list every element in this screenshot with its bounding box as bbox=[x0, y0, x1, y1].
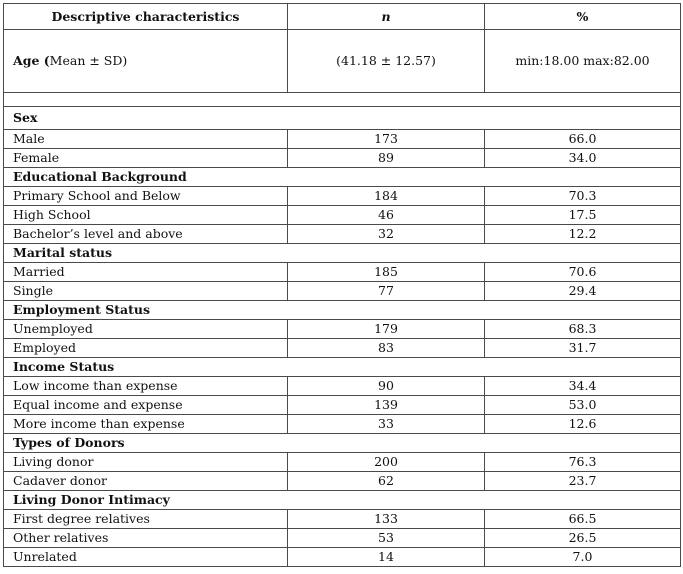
table-row bbox=[4, 548, 681, 567]
row-percent-value: 17.5 bbox=[485, 206, 681, 225]
age-min-max: min:18.00 max:82.00 bbox=[485, 30, 681, 93]
section-title: Employment Status bbox=[4, 301, 681, 320]
row-label: Female bbox=[4, 149, 288, 168]
table-container bbox=[3, 3, 683, 567]
row-label: Cadaver donor bbox=[4, 472, 288, 491]
row-percent-value: 70.6 bbox=[485, 263, 681, 282]
section-title: Marital status bbox=[4, 244, 681, 263]
table-row bbox=[4, 263, 681, 282]
row-label: Other relatives bbox=[4, 529, 288, 548]
header-characteristics: Descriptive characteristics bbox=[4, 4, 288, 30]
row-label: More income than expense bbox=[4, 415, 288, 434]
table-row bbox=[4, 396, 681, 415]
row-n-value: 62 bbox=[288, 472, 485, 491]
table-row bbox=[4, 510, 681, 529]
table-row bbox=[4, 130, 681, 149]
table-row bbox=[4, 339, 681, 358]
age-label bbox=[4, 30, 288, 93]
section-title: Income Status bbox=[4, 358, 681, 377]
row-percent-value: 26.5 bbox=[485, 529, 681, 548]
row-percent-value: 68.3 bbox=[485, 320, 681, 339]
section-title: Sex bbox=[4, 107, 681, 130]
age-mean-sd: (41.18 ± 12.57) bbox=[288, 30, 485, 93]
row-label: Bachelor’s level and above bbox=[4, 225, 288, 244]
spacer-row bbox=[4, 93, 681, 107]
row-label: Employed bbox=[4, 339, 288, 358]
section-title: Types of Donors bbox=[4, 434, 681, 453]
header-n: n bbox=[288, 4, 485, 30]
descriptive-characteristics-table bbox=[3, 3, 681, 567]
section-header-row bbox=[4, 434, 681, 453]
table-row bbox=[4, 282, 681, 301]
row-percent-value: 34.0 bbox=[485, 149, 681, 168]
row-percent-value: 34.4 bbox=[485, 377, 681, 396]
row-percent-value: 29.4 bbox=[485, 282, 681, 301]
section-header-row bbox=[4, 358, 681, 377]
row-label: Equal income and expense bbox=[4, 396, 288, 415]
row-label: Unemployed bbox=[4, 320, 288, 339]
row-n-value: 200 bbox=[288, 453, 485, 472]
age-row bbox=[4, 30, 681, 93]
row-n-value: 179 bbox=[288, 320, 485, 339]
table-row bbox=[4, 149, 681, 168]
row-label: Married bbox=[4, 263, 288, 282]
table-row bbox=[4, 187, 681, 206]
row-percent-value: 12.2 bbox=[485, 225, 681, 244]
table-row bbox=[4, 225, 681, 244]
row-percent-value: 12.6 bbox=[485, 415, 681, 434]
row-percent-value: 31.7 bbox=[485, 339, 681, 358]
spacer-cell bbox=[4, 93, 681, 107]
table-row bbox=[4, 472, 681, 491]
age-label-sub: Mean ± SD) bbox=[49, 53, 128, 68]
row-n-value: 33 bbox=[288, 415, 485, 434]
table-row bbox=[4, 320, 681, 339]
section-header-row bbox=[4, 168, 681, 187]
row-label: First degree relatives bbox=[4, 510, 288, 529]
row-label: Living donor bbox=[4, 453, 288, 472]
row-n-value: 14 bbox=[288, 548, 485, 567]
row-n-value: 90 bbox=[288, 377, 485, 396]
row-n-value: 89 bbox=[288, 149, 485, 168]
table-row bbox=[4, 206, 681, 225]
row-percent-value: 76.3 bbox=[485, 453, 681, 472]
row-n-value: 139 bbox=[288, 396, 485, 415]
row-n-value: 133 bbox=[288, 510, 485, 529]
header-percent: % bbox=[485, 4, 681, 30]
row-label: Male bbox=[4, 130, 288, 149]
row-n-value: 173 bbox=[288, 130, 485, 149]
row-percent-value: 66.5 bbox=[485, 510, 681, 529]
row-label: High School bbox=[4, 206, 288, 225]
row-n-value: 184 bbox=[288, 187, 485, 206]
section-header-row bbox=[4, 491, 681, 510]
table-row bbox=[4, 529, 681, 548]
row-n-value: 46 bbox=[288, 206, 485, 225]
row-label: Single bbox=[4, 282, 288, 301]
row-n-value: 185 bbox=[288, 263, 485, 282]
row-n-value: 83 bbox=[288, 339, 485, 358]
row-percent-value: 70.3 bbox=[485, 187, 681, 206]
row-label: Primary School and Below bbox=[4, 187, 288, 206]
section-title: Educational Background bbox=[4, 168, 681, 187]
section-header-row bbox=[4, 301, 681, 320]
table-row bbox=[4, 377, 681, 396]
row-n-value: 53 bbox=[288, 529, 485, 548]
header-row bbox=[4, 4, 681, 30]
table-row bbox=[4, 453, 681, 472]
row-percent-value: 53.0 bbox=[485, 396, 681, 415]
age-label-main: Age ( bbox=[13, 53, 50, 68]
row-label: Low income than expense bbox=[4, 377, 288, 396]
row-percent-value: 66.0 bbox=[485, 130, 681, 149]
row-percent-value: 23.7 bbox=[485, 472, 681, 491]
row-percent-value: 7.0 bbox=[485, 548, 681, 567]
table-row bbox=[4, 415, 681, 434]
row-n-value: 77 bbox=[288, 282, 485, 301]
section-title: Living Donor Intimacy bbox=[4, 491, 681, 510]
row-n-value: 32 bbox=[288, 225, 485, 244]
section-header-row bbox=[4, 107, 681, 130]
row-label: Unrelated bbox=[4, 548, 288, 567]
section-header-row bbox=[4, 244, 681, 263]
